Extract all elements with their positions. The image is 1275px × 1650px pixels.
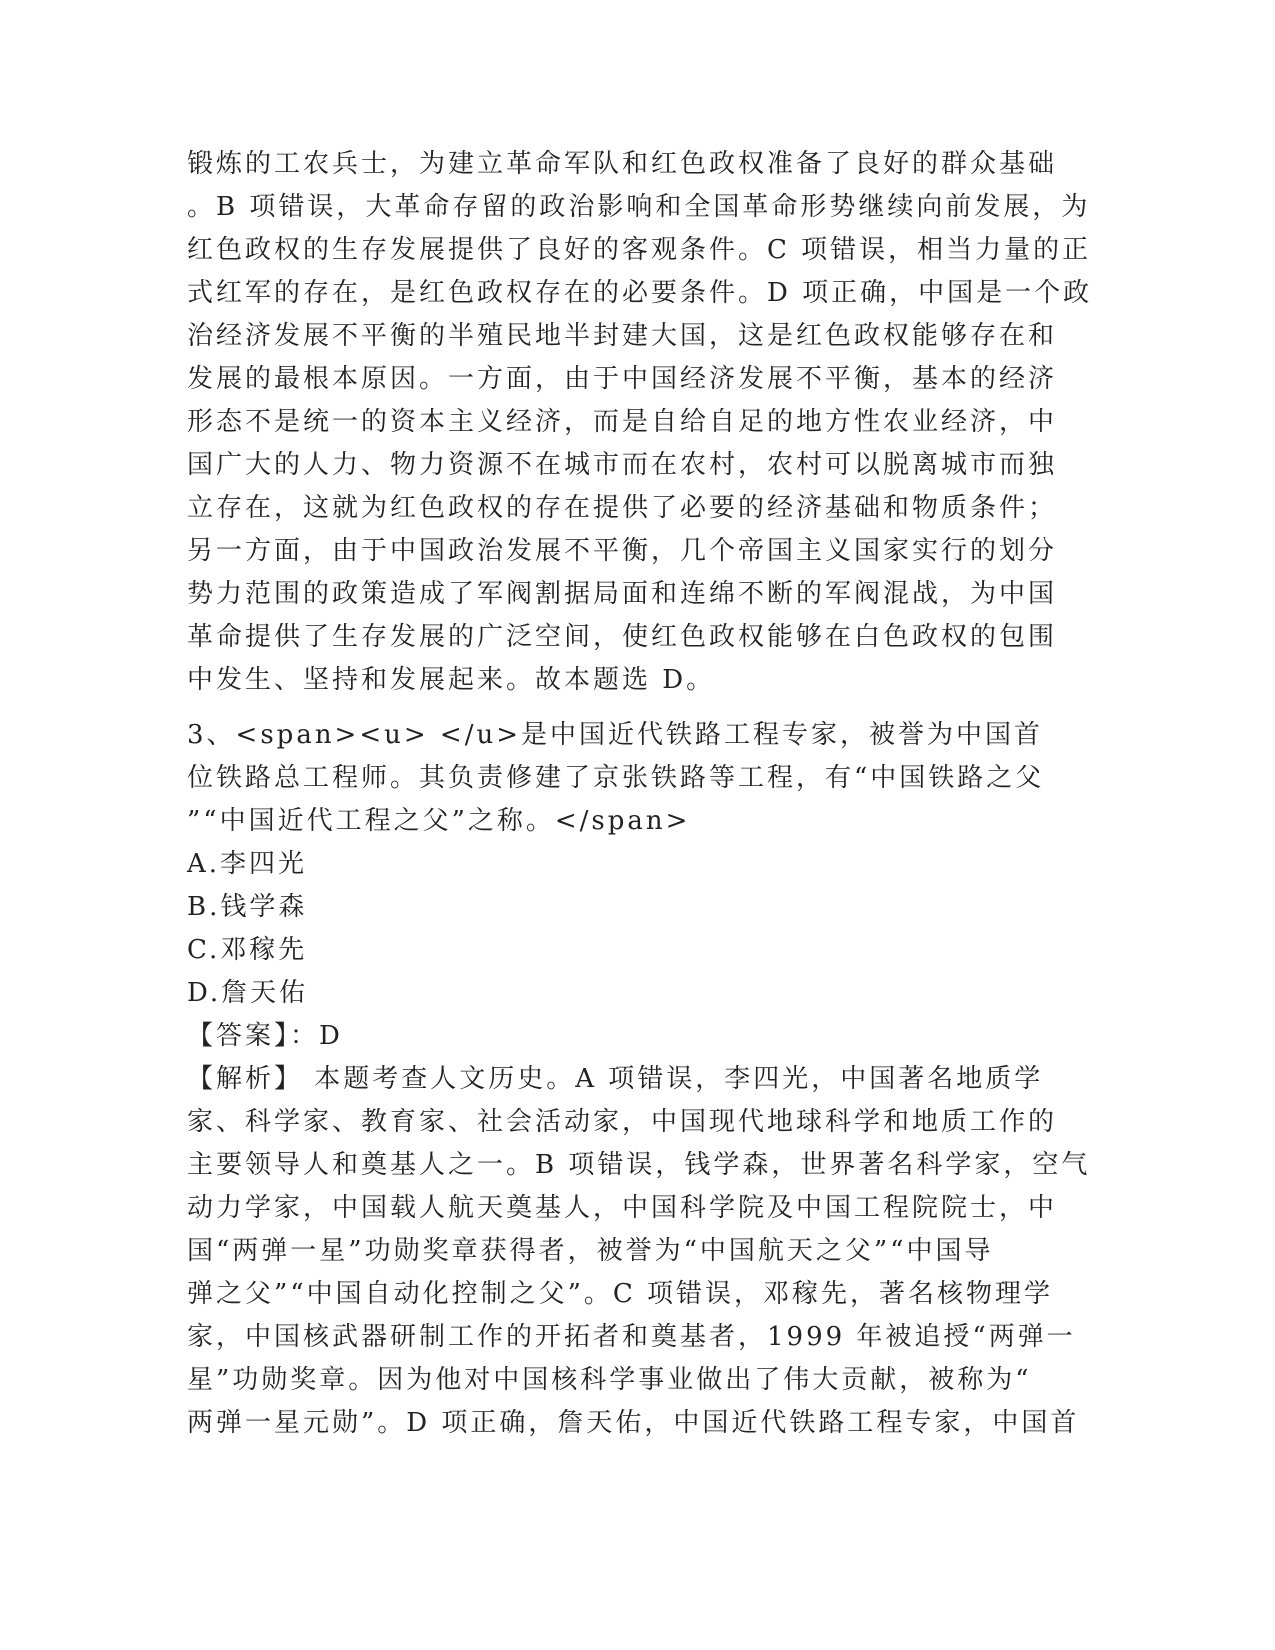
analysis-line: 家、科学家、教育家、社会活动家，中国现代地球科学和地质工作的 — [187, 1107, 1058, 1137]
explanation-line: 发展的最根本原因。一方面，由于中国经济发展不平衡，基本的经济 — [187, 364, 1058, 394]
explanation-line: 另一方面，由于中国政治发展不平衡，几个帝国主义国家实行的划分 — [187, 536, 1058, 566]
stem-line: ”“中国近代工程之父”之称。</span> — [187, 806, 691, 836]
option-d: D.詹天佑 — [187, 978, 309, 1008]
explanation-line: 势力范围的政策造成了军阀割据局面和连绵不断的军阀混战，为中国 — [187, 579, 1058, 609]
paragraph-gap — [187, 702, 1087, 714]
explanation-line: 治经济发展不平衡的半殖民地半封建大国，这是红色政权能够存在和 — [187, 321, 1058, 351]
analysis-line: 两弹一星元勋”。D 项正确，詹天佑，中国近代铁路工程专家，中国首 — [187, 1408, 1080, 1438]
explanation-line: 红色政权的生存发展提供了良好的客观条件。C 项错误，相当力量的正 — [187, 235, 1092, 265]
analysis-line: 主要领导人和奠基人之一。B 项错误，钱学森，世界著名科学家，空气 — [187, 1150, 1091, 1180]
stem-line: 3、<span><u> </u>是中国近代铁路工程专家，被誉为中国首 — [187, 720, 1044, 750]
analysis-line: 动力学家，中国载人航天奠基人，中国科学院及中国工程院院士，中 — [187, 1193, 1058, 1223]
explanation-line: 。B 项错误，大革命存留的政治影响和全国革命形势继续向前发展，为 — [187, 192, 1091, 222]
analysis-line: 【解析】 本题考查人文历史。A 项错误，李四光，中国著名地质学 — [187, 1064, 1044, 1094]
analysis-line: 国“两弹一星”功勋奖章获得者，被誉为“中国航天之父”“中国导 — [187, 1236, 994, 1266]
analysis-line: 家，中国核武器研制工作的开拓者和奠基者，1999 年被追授“两弹一 — [187, 1322, 1076, 1352]
answer-line: 【答案】：D — [187, 1021, 343, 1051]
explanation-line: 锻炼的工农兵士，为建立革命军队和红色政权准备了良好的群众基础 — [187, 149, 1058, 179]
explanation-line: 革命提供了生存发展的广泛空间，使红色政权能够在白色政权的包围 — [187, 622, 1058, 652]
analysis-line: 弹之父”“中国自动化控制之父”。C 项错误，邓稼先，著名核物理学 — [187, 1279, 1054, 1309]
explanation-line: 式红军的存在，是红色政权存在的必要条件。D 项正确，中国是一个政 — [187, 278, 1093, 308]
explanation-line: 中发生、坚持和发展起来。故本题选 D。 — [187, 665, 716, 695]
document-page — [187, 143, 1093, 1445]
option-c: C.邓稼先 — [187, 935, 308, 965]
previous-explanation — [187, 143, 1093, 702]
question-3 — [187, 714, 1091, 1445]
options-list — [187, 843, 1087, 1015]
option-a: A.李四光 — [187, 849, 308, 879]
analysis-line: 星”功勋奖章。因为他对中国核科学事业做出了伟大贡献，被称为“ — [187, 1365, 1032, 1395]
stem-line: 位铁路总工程师。其负责修建了京张铁路等工程，有“中国铁路之父 — [187, 763, 1045, 793]
explanation-line: 国广大的人力、物力资源不在城市而在农村，农村可以脱离城市而独 — [187, 450, 1058, 480]
explanation-line: 立存在，这就为红色政权的存在提供了必要的经济基础和物质条件； — [187, 493, 1058, 523]
option-b: B.钱学森 — [187, 892, 308, 922]
question-stem — [187, 714, 1087, 843]
analysis-block — [187, 1058, 1091, 1445]
explanation-line: 形态不是统一的资本主义经济，而是自给自足的地方性农业经济，中 — [187, 407, 1058, 437]
